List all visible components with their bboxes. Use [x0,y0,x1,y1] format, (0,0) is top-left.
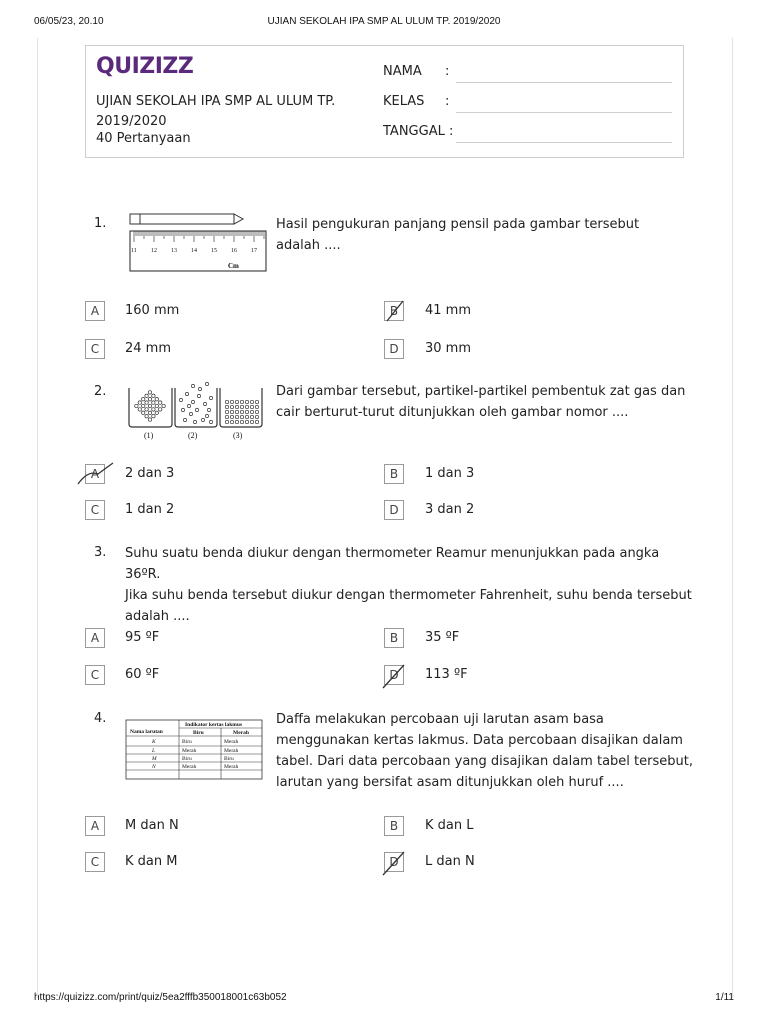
litmus-table-figure [125,719,265,781]
answer-mark [380,662,408,690]
particle [191,400,194,403]
answer-mark [76,460,116,488]
particle [145,408,148,411]
quiz-title: UJIAN SEKOLAH IPA SMP AL ULUM TP. 2019/2020 [96,94,336,129]
ruler-tick-label: 16 [231,248,237,254]
option-box[interactable]: A [85,816,105,836]
particle [142,411,145,414]
particle [201,418,204,421]
table-cell: L [152,748,156,754]
quizizz-logo: QUIZIZZ [96,54,194,79]
date-line[interactable] [456,142,672,143]
question-number: 4. [94,711,107,726]
particle [187,404,190,407]
question-text [125,543,695,627]
particle [235,415,238,418]
option-box[interactable]: B [384,816,404,836]
question-text: Hasil pengukuran panjang pensil pada gambar tersebut adalah .... [276,217,640,253]
option-box[interactable]: C [85,339,105,359]
particle [225,405,228,408]
option-text: 113 ºF [425,667,468,682]
ruler-tick-label: 14 [191,248,197,254]
particle [205,382,208,385]
ruler-tick-label: 17 [251,248,257,254]
beaker-label: (3) [233,431,243,440]
option-text: 30 mm [425,341,472,356]
option-text: K dan L [425,818,474,833]
option-text: L dan N [425,854,475,869]
ruler-tick-label: 13 [171,248,177,254]
particle [255,400,258,403]
particle [235,410,238,413]
particle [198,387,201,390]
option-box[interactable]: A [85,464,105,484]
option-box[interactable]: A [85,628,105,648]
particle [235,400,238,403]
particle [155,404,158,407]
option-text: 60 ºF [125,667,160,682]
particle [245,405,248,408]
option-text: 24 mm [125,341,172,356]
particle [240,410,243,413]
particle [142,398,145,401]
name-separator: : [445,64,450,79]
particle [181,408,184,411]
class-field [383,94,449,109]
question-count: 40 Pertanyaan [96,131,191,146]
particle [203,402,206,405]
class-line[interactable] [456,112,672,113]
option-text: 95 ºF [125,630,160,645]
particle [185,392,188,395]
option-text: 41 mm [425,303,472,318]
table-cell: Biru [182,739,192,745]
particle [240,415,243,418]
particle [209,396,212,399]
ruler-tick-label: 11 [131,248,137,254]
particle [193,420,196,423]
ruler-figure [125,211,268,273]
particle [209,420,212,423]
print-doc-title: UJIAN SEKOLAH IPA SMP AL ULUM TP. 2019/2020 [267,16,501,27]
particle [250,415,253,418]
particle [142,404,145,407]
question-number: 2. [94,384,107,399]
table-cell: N [152,764,156,770]
option-box[interactable]: D [384,339,404,359]
class-separator: : [445,94,450,109]
ruler-tick-label: 15 [211,248,217,254]
particle [225,415,228,418]
beaker-label: (1) [144,431,154,440]
particle [230,410,233,413]
particle [240,405,243,408]
particle [145,415,148,418]
option-text: 35 ºF [425,630,460,645]
date-field [383,124,453,139]
particle [245,420,248,423]
particle [235,420,238,423]
option-box[interactable]: D [384,500,404,520]
particle [207,408,210,411]
table-cell: Merah [224,748,239,754]
option-text: 1 dan 2 [125,502,175,517]
particle [145,401,148,404]
particle [240,400,243,403]
particle [145,394,148,397]
particle [250,420,253,423]
name-line[interactable] [456,82,672,83]
date-separator: : [448,124,454,139]
particle [135,404,138,407]
table-header: Biru [193,730,204,736]
particle [245,410,248,413]
particle [245,415,248,418]
beaker-label: (2) [188,431,198,440]
option-box[interactable]: B [384,301,404,321]
question-text-line: adalah .... [125,609,190,624]
beakers-figure [125,380,265,442]
name-label: NAMA [383,64,422,79]
particle [255,415,258,418]
particle [205,414,208,417]
question-text: Daffa melakukan percobaan uji larutan asam basa menggunakan kertas lakmus. Data percobaan disajikan dalam tabel. Dari data percobaan yang disajikan dalam tabel tersebut, larutan yang bersifat asam ditunjukkan oleh huruf .... [276,712,693,790]
particle [152,401,155,404]
particle [230,415,233,418]
option-box[interactable]: C [85,500,105,520]
ruler-tick-label: 12 [151,248,157,254]
particle [155,411,158,414]
particle [197,394,200,397]
option-box[interactable]: D [384,665,404,685]
particle [155,398,158,401]
option-text: M dan N [125,818,179,833]
option-box[interactable]: A [85,301,105,321]
particle [148,404,151,407]
particle [152,408,155,411]
table-cell: Merah [182,764,197,770]
particle [240,420,243,423]
particle [191,384,194,387]
answer-mark [384,299,406,323]
table-cell: Biru [182,756,192,762]
option-text: K dan M [125,854,178,869]
particle [138,401,141,404]
option-box[interactable]: B [384,628,404,648]
print-datetime: 06/05/23, 20.10 [34,16,104,27]
print-header [0,16,768,30]
particle [179,398,182,401]
particle [225,420,228,423]
pencil-tip [234,214,243,224]
table-cell: K [152,739,156,745]
answer-mark [380,849,408,877]
name-field [383,64,449,79]
table-header: Indikator kertas lakmus [185,722,243,728]
class-label: KELAS [383,94,425,109]
particle [195,408,198,411]
particle [245,400,248,403]
particle [159,401,162,404]
table-header: Nama larutan [130,729,163,735]
particle [235,405,238,408]
particle [230,400,233,403]
option-text: 1 dan 3 [425,466,475,481]
question-number: 3. [94,545,107,560]
particle [159,408,162,411]
table-cell: Biru [224,756,234,762]
particle [138,408,141,411]
ruler-unit: Cm [228,262,239,270]
particle [250,410,253,413]
option-text: 2 dan 3 [125,466,175,481]
particle [148,391,151,394]
particle [183,418,186,421]
particle [255,420,258,423]
particle [255,410,258,413]
particle [250,400,253,403]
particle [230,405,233,408]
table-cell: Merah [224,739,239,745]
table-cell: Merah [224,764,239,770]
particle [189,412,192,415]
particle [148,398,151,401]
particle [255,405,258,408]
question-number: 1. [94,216,107,231]
table-header: Merah [233,730,249,736]
question-text: Dari gambar tersebut, partikel-partikel pembentuk zat gas dan cair berturut-turut ditunjukkan oleh gambar nomor .... [276,384,686,420]
particle [148,418,151,421]
quiz-header-box [85,45,684,158]
table-cell: M [152,756,157,762]
date-label: TANGGAL [383,124,445,139]
option-box[interactable]: C [85,852,105,872]
particle [148,411,151,414]
page-number: 1/11 [715,992,734,1003]
print-url[interactable]: https://quizizz.com/print/quiz/5ea2fffb350018001c63b052 [34,992,287,1003]
question-text-line: Suhu suatu benda diukur dengan thermometer Reamur menunjukkan pada angka 36ºR. [125,546,660,582]
particle [152,415,155,418]
particle [225,410,228,413]
particle [162,404,165,407]
option-box[interactable]: C [85,665,105,685]
table-cell: Merah [182,748,197,754]
option-box[interactable]: B [384,464,404,484]
option-text: 160 mm [125,303,180,318]
particle [152,394,155,397]
particle [230,420,233,423]
question-text-line: Jika suhu benda tersebut diukur dengan thermometer Fahrenheit, suhu benda tersebut [125,588,692,603]
option-box[interactable]: D [384,852,404,872]
option-text: 3 dan 2 [425,502,475,517]
particle [225,400,228,403]
particle [250,405,253,408]
pencil-body [130,214,234,224]
